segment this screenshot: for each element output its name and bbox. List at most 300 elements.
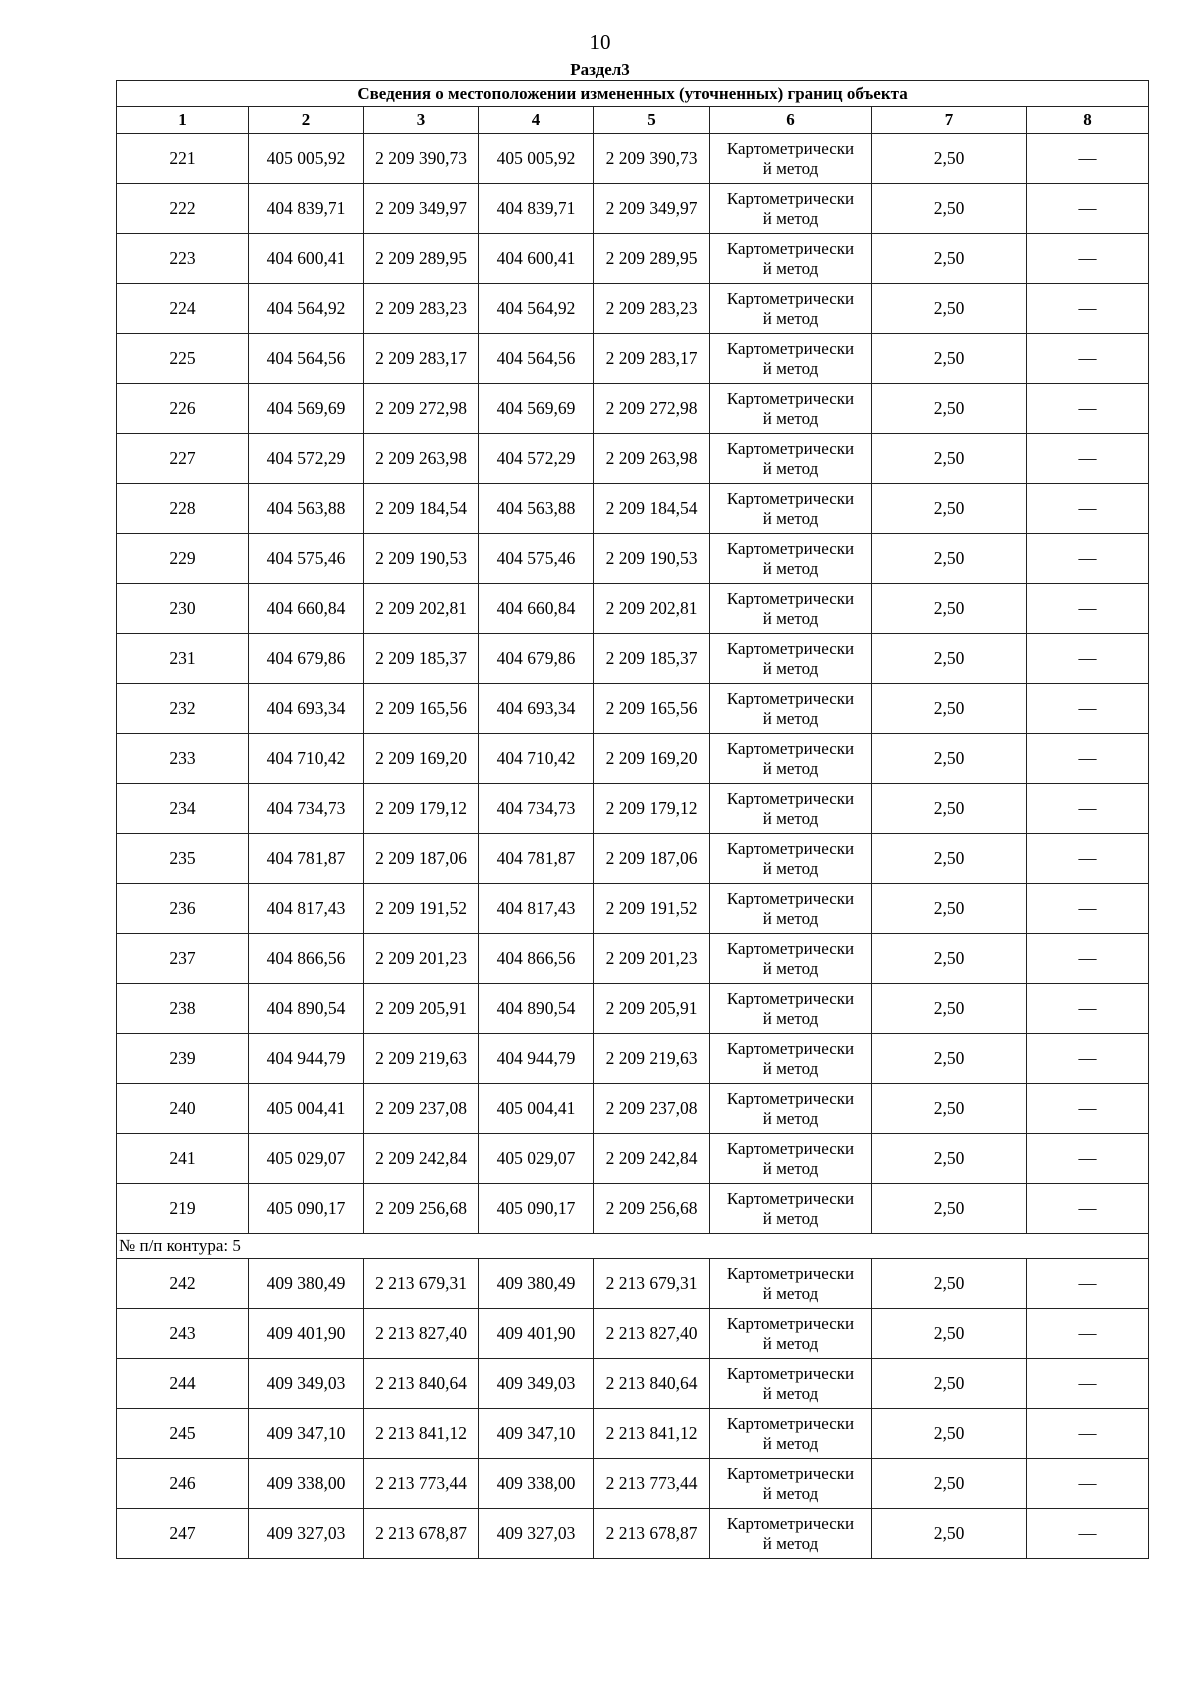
description-cell: — [1027,1509,1149,1559]
x-new-cell: 404 575,46 [479,534,594,584]
method-line: Картометрически [726,738,855,758]
x-new-cell: 404 734,73 [479,784,594,834]
method-line: Картометрически [726,488,855,508]
x-existing-cell: 409 327,03 [249,1509,364,1559]
x-new-cell: 404 866,56 [479,934,594,984]
method-cell [710,1184,872,1234]
method-line: й метод [762,608,819,628]
y-existing-cell: 2 209 283,23 [364,284,479,334]
x-existing-cell: 404 781,87 [249,834,364,884]
x-existing-cell: 404 890,54 [249,984,364,1034]
description-cell: — [1027,334,1149,384]
method-line: Картометрически [726,538,855,558]
accuracy-cell: 2,50 [872,1309,1027,1359]
point-number-cell: 223 [117,234,249,284]
point-number-cell: 246 [117,1459,249,1509]
accuracy-cell: 2,50 [872,384,1027,434]
x-existing-cell: 409 401,90 [249,1309,364,1359]
y-existing-cell: 2 209 191,52 [364,884,479,934]
method-line: й метод [762,1383,819,1403]
y-new-cell: 2 209 256,68 [594,1184,710,1234]
description-cell: — [1027,434,1149,484]
y-existing-cell: 2 213 840,64 [364,1359,479,1409]
method-line: й метод [762,708,819,728]
method-cell [710,634,872,684]
y-new-cell: 2 209 349,97 [594,184,710,234]
x-existing-cell: 404 564,92 [249,284,364,334]
accuracy-cell: 2,50 [872,1509,1027,1559]
accuracy-cell: 2,50 [872,284,1027,334]
table-row [117,584,1149,634]
y-existing-cell: 2 209 256,68 [364,1184,479,1234]
x-new-cell: 405 005,92 [479,134,594,184]
x-new-cell: 409 349,03 [479,1359,594,1409]
table-row [117,1034,1149,1084]
y-existing-cell: 2 209 263,98 [364,434,479,484]
method-line: й метод [762,808,819,828]
y-existing-cell: 2 209 169,20 [364,734,479,784]
table-row [117,1084,1149,1134]
point-number-cell: 230 [117,584,249,634]
method-line: Картометрически [726,1513,855,1533]
y-existing-cell: 2 209 179,12 [364,784,479,834]
accuracy-cell: 2,50 [872,134,1027,184]
point-number-cell: 222 [117,184,249,234]
table-row [117,984,1149,1034]
method-cell [710,1309,872,1359]
table-row [117,1134,1149,1184]
method-cell [710,934,872,984]
method-line: Картометрически [726,688,855,708]
accuracy-cell: 2,50 [872,1084,1027,1134]
method-line: й метод [762,458,819,478]
x-existing-cell: 404 564,56 [249,334,364,384]
method-line: Картометрически [726,138,855,158]
method-line: Картометрически [726,588,855,608]
y-existing-cell: 2 209 201,23 [364,934,479,984]
y-new-cell: 2 213 773,44 [594,1459,710,1509]
y-new-cell: 2 209 202,81 [594,584,710,634]
method-cell [710,534,872,584]
point-number-cell: 231 [117,634,249,684]
description-cell: — [1027,284,1149,334]
y-new-cell: 2 209 205,91 [594,984,710,1034]
accuracy-cell: 2,50 [872,1359,1027,1409]
method-cell [710,734,872,784]
y-new-cell: 2 209 187,06 [594,834,710,884]
y-existing-cell: 2 209 205,91 [364,984,479,1034]
description-cell: — [1027,1034,1149,1084]
description-cell: — [1027,1359,1149,1409]
accuracy-cell: 2,50 [872,634,1027,684]
y-new-cell: 2 213 841,12 [594,1409,710,1459]
x-existing-cell: 404 575,46 [249,534,364,584]
coordinates-table [116,80,1149,1559]
method-cell [710,684,872,734]
method-line: й метод [762,508,819,528]
point-number-cell: 221 [117,134,249,184]
y-new-cell: 2 209 201,23 [594,934,710,984]
column-header: 5 [594,107,710,134]
method-cell [710,834,872,884]
method-line: Картометрически [726,188,855,208]
description-cell: — [1027,234,1149,284]
x-new-cell: 404 944,79 [479,1034,594,1084]
method-cell [710,1134,872,1184]
x-new-cell: 409 347,10 [479,1409,594,1459]
y-new-cell: 2 209 242,84 [594,1134,710,1184]
table-row [117,1459,1149,1509]
description-cell: — [1027,1084,1149,1134]
table-row [117,634,1149,684]
table-row [117,734,1149,784]
description-cell: — [1027,1409,1149,1459]
description-cell: — [1027,1184,1149,1234]
method-line: й метод [762,1058,819,1078]
point-number-cell: 245 [117,1409,249,1459]
method-cell [710,784,872,834]
table-row [117,384,1149,434]
method-cell [710,884,872,934]
y-new-cell: 2 209 184,54 [594,484,710,534]
point-number-cell: 237 [117,934,249,984]
x-new-cell: 404 890,54 [479,984,594,1034]
method-cell [710,984,872,1034]
x-new-cell: 404 817,43 [479,884,594,934]
y-existing-cell: 2 209 190,53 [364,534,479,584]
contour-label: № п/п контура: 5 [117,1234,1149,1259]
y-existing-cell: 2 209 185,37 [364,634,479,684]
x-existing-cell: 404 693,34 [249,684,364,734]
y-new-cell: 2 209 283,23 [594,284,710,334]
point-number-cell: 234 [117,784,249,834]
method-cell [710,584,872,634]
x-new-cell: 404 660,84 [479,584,594,634]
table-row [117,784,1149,834]
x-existing-cell: 405 005,92 [249,134,364,184]
method-line: Картометрически [726,938,855,958]
x-existing-cell: 405 090,17 [249,1184,364,1234]
accuracy-cell: 2,50 [872,1034,1027,1084]
y-new-cell: 2 209 191,52 [594,884,710,934]
point-number-cell: 239 [117,1034,249,1084]
y-new-cell: 2 209 390,73 [594,134,710,184]
x-new-cell: 404 564,56 [479,334,594,384]
description-cell: — [1027,884,1149,934]
accuracy-cell: 2,50 [872,534,1027,584]
method-line: Картометрически [726,1138,855,1158]
method-cell [710,1084,872,1134]
point-number-cell: 228 [117,484,249,534]
description-cell: — [1027,784,1149,834]
table-row [117,934,1149,984]
y-existing-cell: 2 209 283,17 [364,334,479,384]
x-existing-cell: 404 569,69 [249,384,364,434]
table-row [117,834,1149,884]
x-existing-cell: 409 347,10 [249,1409,364,1459]
point-number-cell: 241 [117,1134,249,1184]
point-number-cell: 236 [117,884,249,934]
point-number-cell: 232 [117,684,249,734]
method-line: Картометрически [726,338,855,358]
accuracy-cell: 2,50 [872,234,1027,284]
y-existing-cell: 2 209 165,56 [364,684,479,734]
method-cell [710,284,872,334]
y-new-cell: 2 213 678,87 [594,1509,710,1559]
method-line: Картометрически [726,1413,855,1433]
method-line: Картометрически [726,1188,855,1208]
y-existing-cell: 2 209 184,54 [364,484,479,534]
description-cell: — [1027,584,1149,634]
y-existing-cell: 2 209 237,08 [364,1084,479,1134]
x-new-cell: 404 563,88 [479,484,594,534]
accuracy-cell: 2,50 [872,1134,1027,1184]
column-header: 3 [364,107,479,134]
method-cell [710,1034,872,1084]
accuracy-cell: 2,50 [872,1459,1027,1509]
method-line: й метод [762,858,819,878]
method-cell [710,334,872,384]
column-header: 6 [710,107,872,134]
point-number-cell: 238 [117,984,249,1034]
column-header: 1 [117,107,249,134]
y-new-cell: 2 209 219,63 [594,1034,710,1084]
method-line: Картометрически [726,1313,855,1333]
accuracy-cell: 2,50 [872,984,1027,1034]
method-line: й метод [762,908,819,928]
table-row [117,1184,1149,1234]
method-cell [710,1359,872,1409]
method-cell [710,484,872,534]
contour-separator-row [117,1234,1149,1259]
method-line: й метод [762,358,819,378]
section-title: Раздел3 [570,60,630,79]
table-row [117,1509,1149,1559]
method-line: Картометрически [726,438,855,458]
accuracy-cell: 2,50 [872,434,1027,484]
point-number-cell: 227 [117,434,249,484]
column-header: 4 [479,107,594,134]
y-new-cell: 2 209 165,56 [594,684,710,734]
method-line: й метод [762,1108,819,1128]
method-line: Картометрически [726,1263,855,1283]
y-new-cell: 2 209 272,98 [594,384,710,434]
point-number-cell: 240 [117,1084,249,1134]
table-row [117,684,1149,734]
description-cell: — [1027,1309,1149,1359]
accuracy-cell: 2,50 [872,684,1027,734]
x-existing-cell: 404 839,71 [249,184,364,234]
x-new-cell: 409 380,49 [479,1259,594,1309]
table-row [117,1409,1149,1459]
method-line: й метод [762,1533,819,1553]
y-new-cell: 2 213 827,40 [594,1309,710,1359]
accuracy-cell: 2,50 [872,484,1027,534]
x-new-cell: 404 600,41 [479,234,594,284]
table-title: Сведения о местоположении измененных (уточненных) границ объекта [117,81,1149,107]
y-existing-cell: 2 213 678,87 [364,1509,479,1559]
x-new-cell: 404 564,92 [479,284,594,334]
description-cell: — [1027,1459,1149,1509]
x-existing-cell: 409 338,00 [249,1459,364,1509]
x-new-cell: 405 029,07 [479,1134,594,1184]
method-line: Картометрически [726,638,855,658]
method-line: й метод [762,1283,819,1303]
y-existing-cell: 2 209 349,97 [364,184,479,234]
method-line: й метод [762,258,819,278]
method-line: Картометрически [726,1363,855,1383]
point-number-cell: 226 [117,384,249,434]
y-new-cell: 2 209 237,08 [594,1084,710,1134]
accuracy-cell: 2,50 [872,334,1027,384]
y-existing-cell: 2 209 219,63 [364,1034,479,1084]
table-body-contour-5 [117,1259,1149,1559]
point-number-cell: 247 [117,1509,249,1559]
y-new-cell: 2 209 289,95 [594,234,710,284]
page-number: 10 [589,30,611,54]
method-line: й метод [762,1158,819,1178]
accuracy-cell: 2,50 [872,184,1027,234]
method-cell [710,1259,872,1309]
description-cell: — [1027,134,1149,184]
y-new-cell: 2 209 169,20 [594,734,710,784]
point-number-cell: 224 [117,284,249,334]
accuracy-cell: 2,50 [872,934,1027,984]
x-existing-cell: 404 600,41 [249,234,364,284]
y-new-cell: 2 209 283,17 [594,334,710,384]
y-existing-cell: 2 209 289,95 [364,234,479,284]
method-line: Картометрически [726,288,855,308]
x-new-cell: 404 569,69 [479,384,594,434]
description-cell: — [1027,684,1149,734]
description-cell: — [1027,484,1149,534]
y-existing-cell: 2 213 773,44 [364,1459,479,1509]
column-header: 8 [1027,107,1149,134]
table-row [117,184,1149,234]
y-existing-cell: 2 213 679,31 [364,1259,479,1309]
method-line: й метод [762,158,819,178]
x-existing-cell: 404 734,73 [249,784,364,834]
method-cell [710,1409,872,1459]
y-new-cell: 2 213 679,31 [594,1259,710,1309]
method-line: й метод [762,308,819,328]
method-line: й метод [762,408,819,428]
description-cell: — [1027,184,1149,234]
description-cell: — [1027,534,1149,584]
x-existing-cell: 409 380,49 [249,1259,364,1309]
table-row [117,484,1149,534]
method-line: й метод [762,758,819,778]
description-cell: — [1027,634,1149,684]
y-existing-cell: 2 209 187,06 [364,834,479,884]
method-line: Картометрически [726,238,855,258]
x-new-cell: 405 090,17 [479,1184,594,1234]
table-row [117,884,1149,934]
method-line: й метод [762,558,819,578]
description-cell: — [1027,1259,1149,1309]
accuracy-cell: 2,50 [872,884,1027,934]
accuracy-cell: 2,50 [872,1259,1027,1309]
point-number-cell: 233 [117,734,249,784]
x-new-cell: 404 781,87 [479,834,594,884]
method-line: Картометрически [726,1088,855,1108]
x-new-cell: 404 839,71 [479,184,594,234]
y-new-cell: 2 213 840,64 [594,1359,710,1409]
x-existing-cell: 404 572,29 [249,434,364,484]
method-line: й метод [762,1333,819,1353]
table-row [117,1309,1149,1359]
accuracy-cell: 2,50 [872,734,1027,784]
point-number-cell: 219 [117,1184,249,1234]
table-row [117,334,1149,384]
y-existing-cell: 2 213 827,40 [364,1309,479,1359]
x-existing-cell: 404 944,79 [249,1034,364,1084]
point-number-cell: 242 [117,1259,249,1309]
table-body-contour-4 [117,134,1149,1234]
method-line: й метод [762,1008,819,1028]
x-existing-cell: 404 660,84 [249,584,364,634]
x-new-cell: 404 679,86 [479,634,594,684]
x-new-cell: 409 338,00 [479,1459,594,1509]
accuracy-cell: 2,50 [872,584,1027,634]
y-existing-cell: 2 213 841,12 [364,1409,479,1459]
x-new-cell: 404 693,34 [479,684,594,734]
point-number-cell: 225 [117,334,249,384]
method-line: й метод [762,1208,819,1228]
description-cell: — [1027,734,1149,784]
method-line: Картометрически [726,388,855,408]
accuracy-cell: 2,50 [872,784,1027,834]
description-cell: — [1027,834,1149,884]
x-new-cell: 409 327,03 [479,1509,594,1559]
x-existing-cell: 409 349,03 [249,1359,364,1409]
x-existing-cell: 404 817,43 [249,884,364,934]
column-header: 2 [249,107,364,134]
method-line: Картометрически [726,788,855,808]
description-cell: — [1027,934,1149,984]
method-cell [710,1509,872,1559]
method-cell [710,384,872,434]
method-line: й метод [762,658,819,678]
x-existing-cell: 405 029,07 [249,1134,364,1184]
column-header-row [117,107,1149,134]
method-cell [710,234,872,284]
x-new-cell: 409 401,90 [479,1309,594,1359]
y-existing-cell: 2 209 202,81 [364,584,479,634]
table-row [117,434,1149,484]
y-new-cell: 2 209 263,98 [594,434,710,484]
method-cell [710,134,872,184]
method-line: Картометрически [726,888,855,908]
description-cell: — [1027,984,1149,1034]
table-row [117,534,1149,584]
table-row [117,134,1149,184]
table-row [117,284,1149,334]
accuracy-cell: 2,50 [872,834,1027,884]
method-line: й метод [762,1433,819,1453]
point-number-cell: 229 [117,534,249,584]
method-line: Картометрически [726,1038,855,1058]
point-number-cell: 235 [117,834,249,884]
method-line: й метод [762,1483,819,1503]
x-existing-cell: 404 710,42 [249,734,364,784]
x-new-cell: 404 572,29 [479,434,594,484]
y-new-cell: 2 209 185,37 [594,634,710,684]
method-line: й метод [762,208,819,228]
column-header: 7 [872,107,1027,134]
method-line: Картометрически [726,838,855,858]
x-new-cell: 405 004,41 [479,1084,594,1134]
